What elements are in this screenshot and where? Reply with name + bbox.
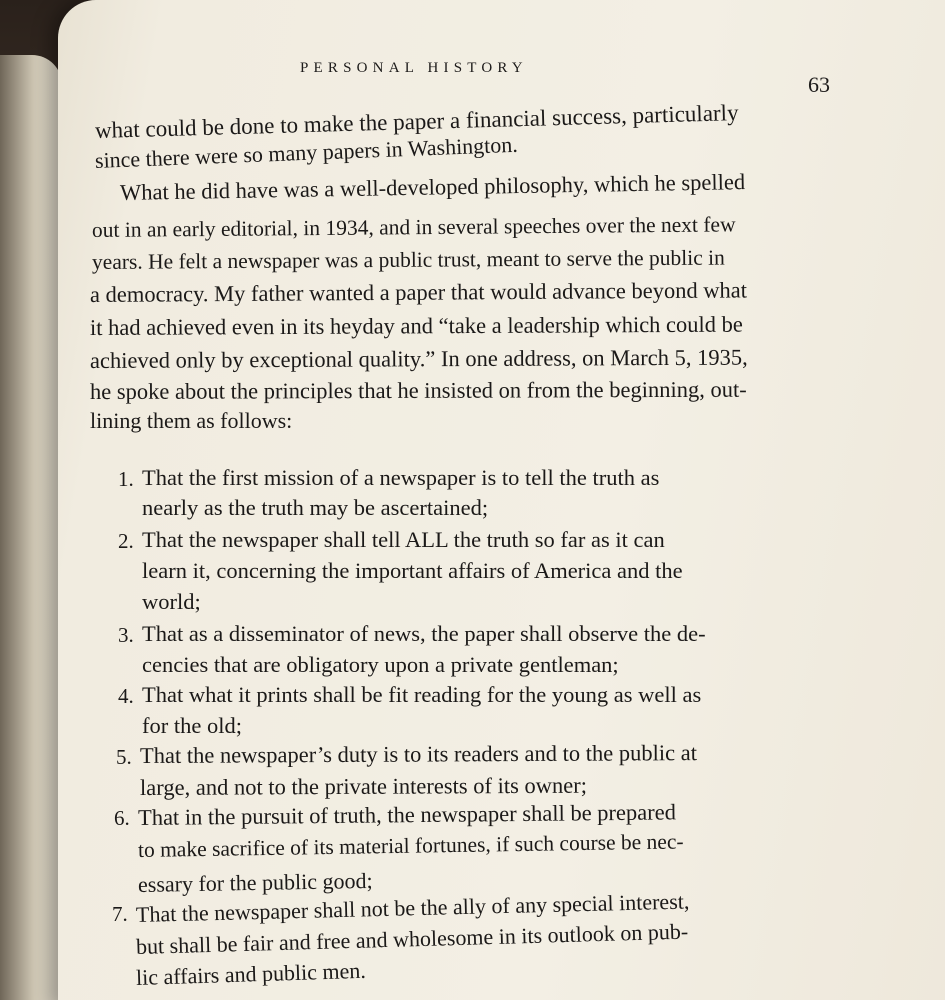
list-line: That the first mission of a newspaper is to tell the truth as bbox=[142, 465, 660, 490]
list-line: That in the pursuit of truth, the newspaper shall be prepared bbox=[137, 799, 677, 830]
list-line: large, and not to the private interests of its owner; bbox=[139, 772, 588, 800]
body-line: he spoke about the principles that he insisted on from the beginning, out- bbox=[89, 376, 747, 404]
list-number: 3. bbox=[118, 623, 134, 647]
list-number: 2. bbox=[118, 529, 134, 553]
body-line: lining them as follows: bbox=[90, 408, 293, 433]
list-line: lic affairs and public men. bbox=[135, 957, 367, 990]
list-line: essary for the public good; bbox=[137, 867, 373, 897]
list-number: 6. bbox=[114, 806, 130, 830]
list-number: 4. bbox=[118, 684, 134, 708]
list-line: to make sacrifice of its material fortunes, if such course be nec- bbox=[137, 829, 684, 862]
body-line: a democracy. My father wanted a paper that would advance beyond what bbox=[89, 277, 748, 307]
body-line: out in an early editorial, in 1934, and in several speeches over the next few bbox=[91, 212, 736, 242]
body-line: What he did have was a well-developed philosophy, which he spelled bbox=[119, 169, 746, 205]
list-line: That the newspaper shall tell ALL the truth so far as it can bbox=[142, 527, 665, 552]
list-line: That what it prints shall be fit reading for the young as well as bbox=[142, 682, 702, 707]
list-line: world; bbox=[142, 589, 201, 614]
running-head: PERSONAL HISTORY bbox=[300, 60, 528, 76]
body-line: years. He felt a newspaper was a public trust, meant to serve the public in bbox=[91, 245, 725, 274]
list-line: cencies that are obligatory upon a private gentleman; bbox=[142, 652, 619, 677]
body-line: it had achieved even in its heyday and “take a leadership which could be bbox=[89, 311, 743, 340]
list-line: for the old; bbox=[142, 713, 242, 738]
list-line: learn it, concerning the important affairs of America and the bbox=[142, 558, 683, 583]
list-number: 1. bbox=[118, 467, 134, 491]
list-number: 5. bbox=[116, 745, 132, 769]
list-line: That the newspaper shall not be the ally of any special interest, bbox=[135, 888, 690, 927]
body-line: since there were so many papers in Washington. bbox=[94, 131, 519, 173]
list-line: That the newspaper’s duty is to its readers and to the public at bbox=[139, 740, 698, 768]
body-line: what could be done to make the paper a financial success, particularly bbox=[94, 100, 739, 143]
list-line: but shall be fair and free and wholesome in its outlook on pub- bbox=[135, 918, 689, 959]
list-number: 7. bbox=[112, 902, 128, 926]
body-line: achieved only by exceptional quality.” In one address, on March 5, 1935, bbox=[89, 344, 748, 373]
page-number: 63 bbox=[808, 72, 830, 97]
list-line: That as a disseminator of news, the paper shall observe the de- bbox=[142, 621, 706, 646]
list-line: nearly as the truth may be ascertained; bbox=[142, 495, 489, 520]
